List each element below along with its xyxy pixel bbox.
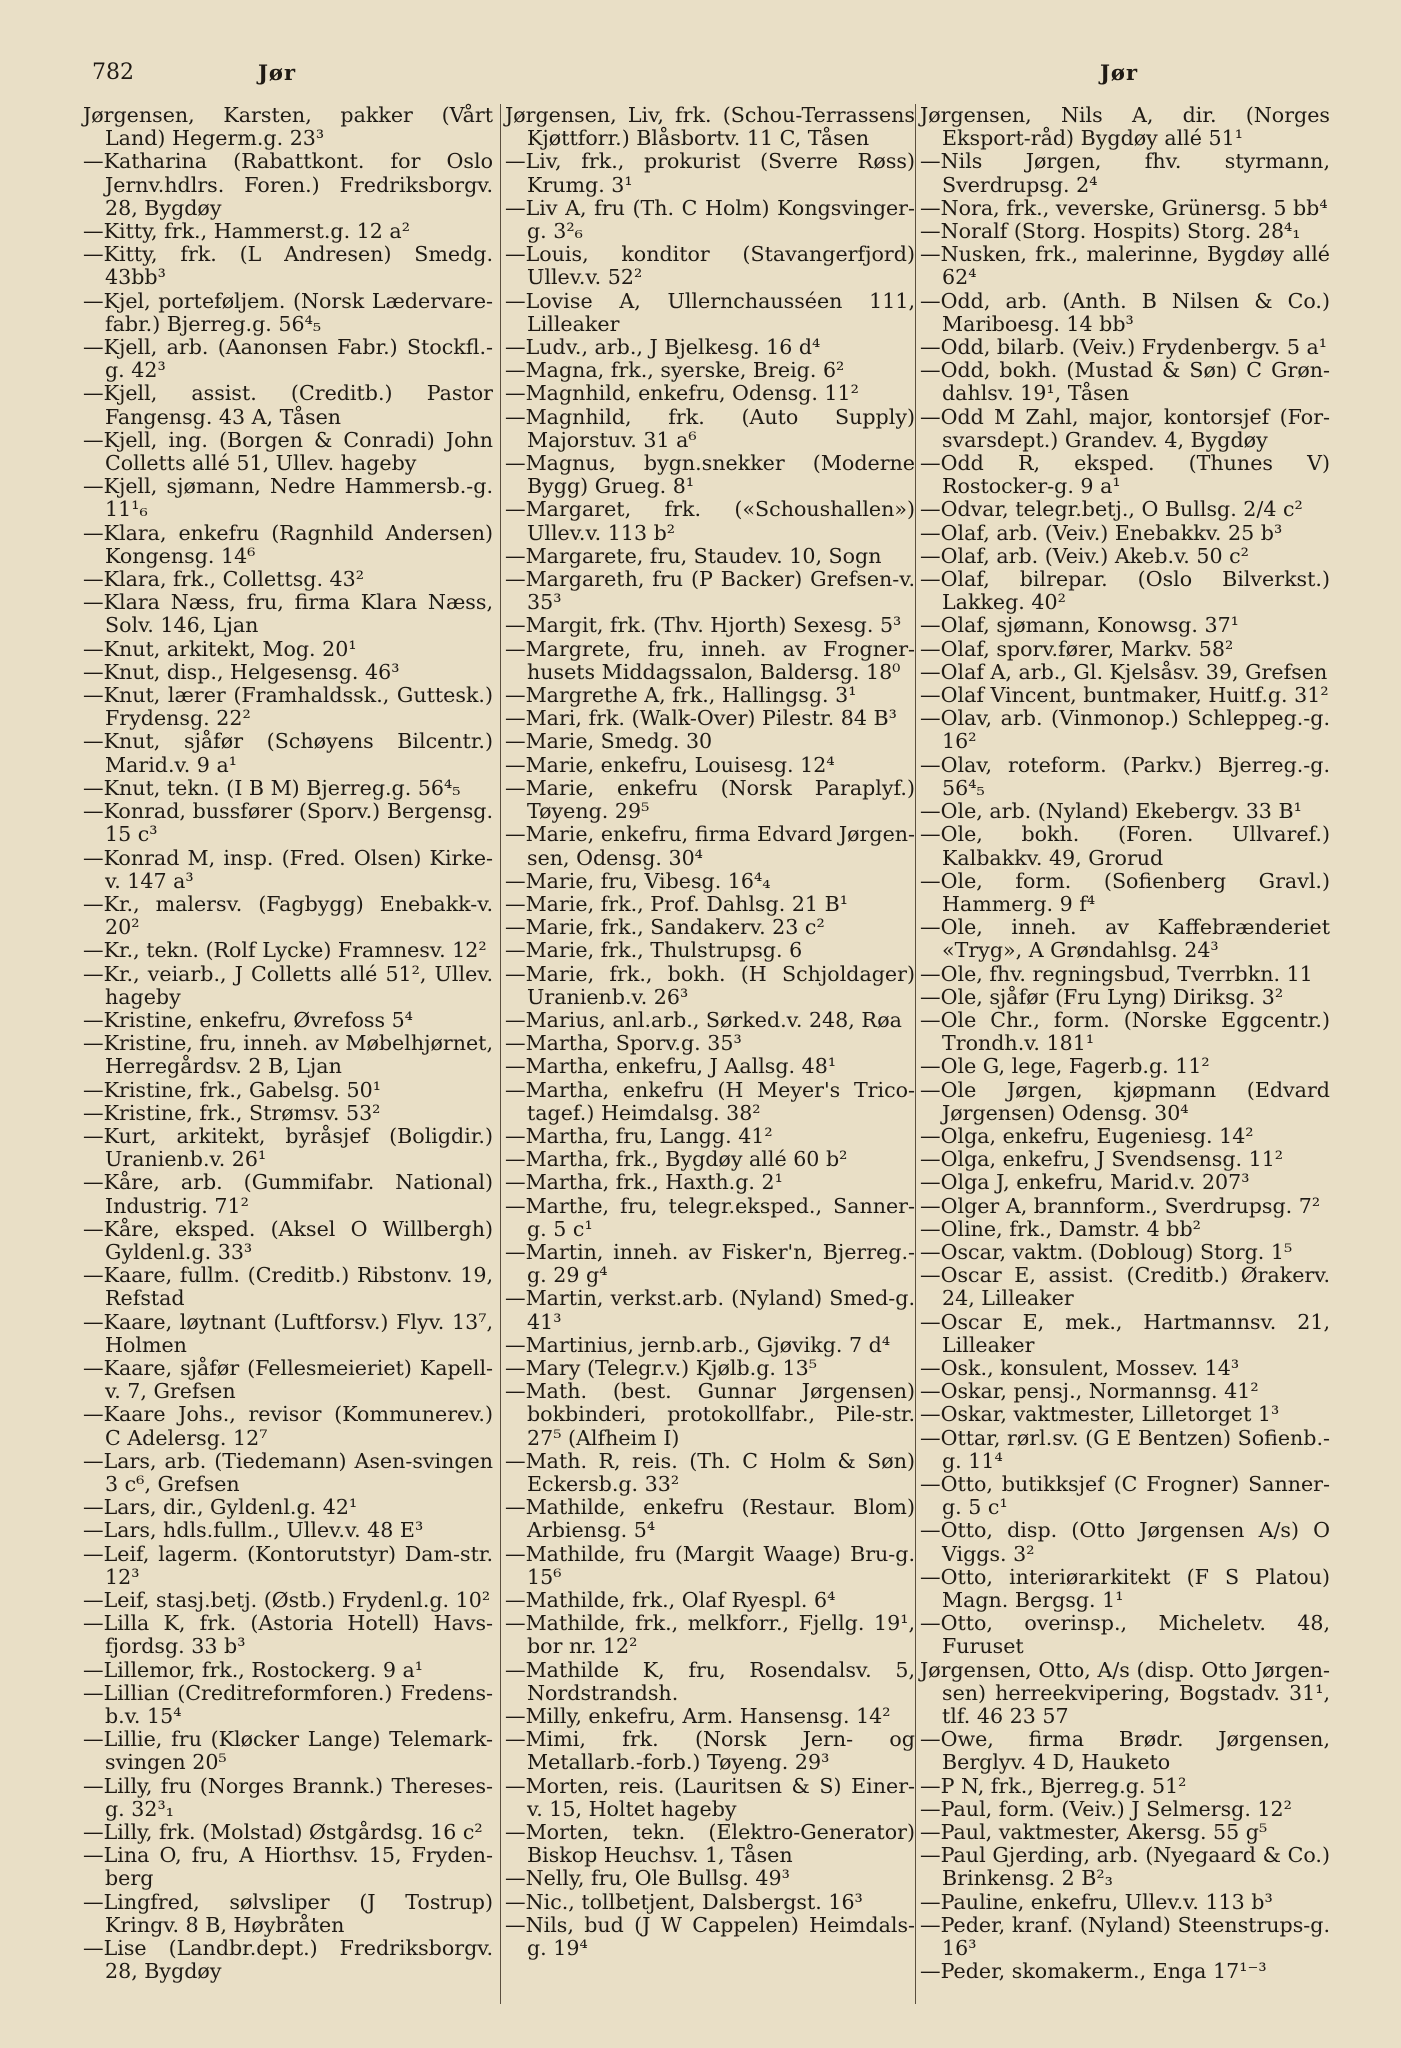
directory-entry: —Ole, sjåfør (Fru Lyng) Diriksg. 3² — [920, 984, 1284, 1009]
directory-entry: —Kjell, ing. (Borgen & Conradi) John Colletts allé 51, Ullev. hageby — [83, 427, 493, 476]
directory-entry: —Knut, lærer (Framhaldssk., Guttesk.) Frydensg. 22² — [83, 683, 493, 731]
directory-entry: —Otto, disp. (Otto Jørgensen A/s) O Viggs. 3² — [920, 1518, 1330, 1566]
directory-entry: —Magnus, bygn.snekker (Moderne Bygg) Grueg. 8¹ — [505, 451, 915, 499]
directory-entry: —Paul, vaktmester, Akersg. 55 g⁵ — [920, 1820, 1268, 1845]
directory-entry: —Ole, fhv. regningsbud, Tverrbkn. 11 — [920, 961, 1313, 986]
directory-entry: —Olga, enkefru, J Svendsensg. 11² — [920, 1147, 1284, 1172]
directory-entry: —Martin, inneh. av Fisker'n, Bjerreg.-g. 29 g⁴ — [505, 1239, 915, 1288]
directory-entry: —Marie, frk., Sandakerv. 23 c² — [505, 915, 825, 940]
directory-entry: —Nils, bud (J W Cappelen) Heimdals-g. 19⁴ — [505, 1912, 915, 1961]
directory-entry: —Olger A, brannform., Sverdrupsg. 7² — [920, 1193, 1321, 1218]
directory-entry: —Kitty, frk., Hammerst.g. 12 a² — [83, 219, 410, 244]
directory-entry: —Olaf A, arb., Gl. Kjelsåsv. 39, Grefsen — [920, 659, 1328, 684]
directory-entry: —Pauline, enkefru, Ullev.v. 113 b³ — [920, 1889, 1273, 1914]
directory-entry: —Oline, frk., Damstr. 4 bb² — [920, 1216, 1201, 1241]
directory-entry: —Kristine, enkefru, Øvrefoss 5⁴ — [83, 1007, 413, 1032]
directory-entry: —Liv A, fru (Th. C Holm) Kongsvinger-g. 3²₆ — [505, 195, 915, 244]
directory-entry: —Liv, frk., prokurist (Sverre Røss) Krumg. 3¹ — [505, 149, 915, 197]
directory-entry: —Kaare, løytnant (Luftforsv.) Flyv. 13⁷, Holmen — [83, 1309, 493, 1357]
directory-entry: —Leif, stasj.betj. (Østb.) Frydenl.g. 10² — [83, 1588, 491, 1612]
column-1 — [83, 104, 493, 1983]
page-number: 782 — [92, 60, 134, 85]
directory-entry: —Martha, frk., Bygdøy allé 60 b² — [505, 1147, 848, 1172]
directory-entry: —Kr., tekn. (Rolf Lycke) Framnesv. 12² — [83, 938, 487, 963]
directory-entry: —Marie, frk., bokh. (H Schjoldager) Uranienb.v. 26³ — [505, 961, 915, 1009]
directory-entry: —Mathilde K, fru, Rosendalsv. 5, Nordstrandsh. — [505, 1657, 915, 1705]
directory-entry: —Olaf, arb. (Veiv.) Enebakkv. 25 b³ — [920, 520, 1283, 545]
directory-entry: —Oscar E, mek., Hartmannsv. 21, Lilleaker — [920, 1309, 1330, 1357]
directory-entry: —Osk., konsulent, Mossev. 14³ — [920, 1355, 1240, 1380]
directory-entry: —Olaf, arb. (Veiv.) Akeb.v. 50 c² — [920, 543, 1249, 568]
directory-entry: —Klara, frk., Collettsg. 43² — [83, 567, 365, 592]
directory-entry: —Kåre, eksped. (Aksel O Willbergh) Gyldenl.g. 33³ — [83, 1216, 493, 1264]
directory-entry: —Kr., malersv. (Fagbygg) Enebakk-v. 20² — [83, 891, 493, 940]
directory-entry: —Martha, fru, Langg. 41² — [505, 1123, 773, 1148]
page-header — [0, 58, 1401, 98]
directory-entry: —Mathilde, enkefru (Restaur. Blom) Arbiensg. 5⁴ — [505, 1495, 915, 1543]
directory-entry: —Ole, bokh. (Foren. Ullvaref.) Kalbakkv. 49, Grorud — [920, 822, 1330, 870]
directory-entry: —Odd, arb. (Anth. B Nilsen & Co.) Mariboesg. 14 bb³ — [920, 288, 1330, 336]
directory-entry: —Ole Chr., form. (Norske Eggcentr.) Trondh.v. 181¹ — [920, 1007, 1330, 1056]
directory-entry: Jørgensen, Karsten, pakker (Vårt Land) Hegerm.g. 23³ — [83, 103, 493, 151]
directory-entry: —Nusken, frk., malerinne, Bygdøy allé 62⁴ — [920, 242, 1330, 290]
directory-entry: —Ole, arb. (Nyland) Ekebergv. 33 B¹ — [920, 799, 1302, 824]
directory-entry: —Olaf, sjømann, Konowsg. 37¹ — [920, 613, 1239, 638]
directory-entry: —Kr., veiarb., J Colletts allé 51², Ullev. hageby — [83, 961, 493, 1009]
directory-entry: —Mathilde, fru (Margit Waage) Bru-g. 15⁶ — [505, 1541, 915, 1589]
directory-entry: —Magnhild, enkefru, Odensg. 11² — [505, 381, 859, 406]
directory-entry: —Lars, hdls.fullm., Ullev.v. 48 E³ — [83, 1518, 424, 1543]
directory-entry: —Nelly, fru, Ole Bullsg. 49³ — [505, 1866, 790, 1891]
column-divider — [915, 104, 916, 2004]
directory-entry: —Morten, reis. (Lauritsen & S) Einer-v. 15, Holtet hageby — [505, 1773, 915, 1821]
directory-entry: —Leif, lagerm. (Kontorutstyr) Dam-str. 12³ — [83, 1541, 493, 1589]
directory-entry: —Knut, arkitekt, Mog. 20¹ — [83, 636, 357, 661]
directory-entry: —Kristine, fru, inneh. av Møbelhjørnet, Herregårdsv. 2 B, Ljan — [83, 1031, 493, 1079]
directory-entry: —Oskar, pensj., Normannsg. 41² — [920, 1379, 1259, 1404]
directory-entry: —Ole, form. (Sofienberg Gravl.) Hammerg. 9 f⁴ — [920, 868, 1330, 916]
directory-entry: —Mimi, frk. (Norsk Jern- og Metallarb.-forb.) Tøyeng. 29³ — [505, 1727, 915, 1775]
directory-entry: —Olaf, sporv.fører, Markv. 58² — [920, 636, 1234, 661]
directory-entry: —Milly, enkefru, Arm. Hansensg. 14² — [505, 1704, 891, 1729]
directory-entry: —Peder, kranf. (Nyland) Steenstrups-g. 16³ — [920, 1912, 1330, 1961]
directory-entry: —Nora, frk., veverske, Grünersg. 5 bb⁴ — [920, 195, 1328, 220]
directory-entry: —Kaare Johs., revisor (Kommunerev.) C Adelersg. 12⁷ — [83, 1402, 493, 1450]
directory-entry: —Martin, verkst.arb. (Nyland) Smed-g. 41³ — [505, 1286, 915, 1334]
directory-entry: —Ole G, lege, Fagerb.g. 11² — [920, 1054, 1210, 1079]
directory-entry: —Otto, overinsp., Micheletv. 48, Furuset — [920, 1611, 1330, 1659]
directory-entry: —Kaare, sjåfør (Fellesmeieriet) Kapell-v. 7, Grefsen — [83, 1355, 493, 1404]
directory-entry: —Ludv., arb., J Bjelkesg. 16 d⁴ — [505, 335, 821, 360]
directory-entry: —Lilla K, frk. (Astoria Hotell) Havs-fjordsg. 33 b³ — [83, 1611, 493, 1659]
directory-entry: —Odd R, eksped. (Thunes V) Rostocker-g. 9 a¹ — [920, 451, 1330, 499]
directory-entry: —Odd, bilarb. (Veiv.) Frydenbergv. 5 a¹ — [920, 335, 1328, 360]
directory-entry: —Margit, frk. (Thv. Hjorth) Sexesg. 5³ — [505, 613, 902, 638]
directory-entry: —Kjell, arb. (Aanonsen Fabr.) Stockfl.-g. 42³ — [83, 335, 493, 383]
directory-entry: —Kåre, arb. (Gummifabr. National) Industrig. 71² — [83, 1170, 493, 1218]
directory-entry: —Knut, sjåfør (Schøyens Bilcentr.) Marid.v. 9 a¹ — [83, 729, 493, 777]
directory-entry: —Odvar, telegr.betj., O Bullsg. 2/4 c² — [920, 497, 1303, 522]
directory-entry: —Kjell, sjømann, Nedre Hammersb.-g. 11¹₆ — [83, 474, 493, 522]
directory-entry: —Katharina (Rabattkont. for Oslo Jernv.hdlrs. Foren.) Fredriksborgv. 28, Bygdøy — [83, 149, 493, 220]
directory-entry: —Otto, butikksjef (C Frogner) Sanner-g. 5 c¹ — [920, 1471, 1330, 1520]
directory-entry: —Margaret, frk. («Schoushallen») Ullev.v. 113 b² — [505, 497, 915, 545]
directory-entry: —Math. (best. Gunnar Jørgensen) bokbinderi, protokollfabr., Pile-str. 27⁵ (Alfheim I) — [505, 1379, 915, 1450]
directory-entry: —Kristine, frk., Strømsv. 53² — [83, 1100, 381, 1125]
directory-entry: —Olav, arb. (Vinmonop.) Schleppeg.-g. 16² — [920, 706, 1330, 754]
directory-entry: —Mathilde, frk., Olaf Ryespl. 6⁴ — [505, 1588, 836, 1612]
directory-entry: —Paul, form. (Veiv.) J Selmersg. 12² — [920, 1796, 1292, 1821]
directory-entry: —Lilly, frk. (Molstad) Østgårdsg. 16 c² — [83, 1820, 483, 1845]
directory-entry: —Lillemor, frk., Rostockerg. 9 a¹ — [83, 1657, 424, 1682]
directory-entry: —Ottar, rørl.sv. (G E Bentzen) Sofienb.-g. 11⁴ — [920, 1425, 1330, 1473]
directory-entry: —Margrethe A, frk., Hallingsg. 3¹ — [505, 683, 857, 708]
directory-entry: —Konrad, bussfører (Sporv.) Bergensg. 15 c³ — [83, 799, 493, 847]
directory-entry: Jørgensen, Liv, frk. (Schou-Terrassens Kjøttforr.) Blåsbortv. 11 C, Tåsen — [505, 103, 915, 151]
directory-entry: —P N, frk., Bjerreg.g. 51² — [920, 1773, 1187, 1798]
directory-entry: —Ole Jørgen, kjøpmann (Edvard Jørgensen) Odensg. 30⁴ — [920, 1077, 1330, 1125]
directory-entry: —Oscar E, assist. (Creditb.) Ørakerv. 24, Lilleaker — [920, 1263, 1330, 1311]
directory-entry: —Konrad M, insp. (Fred. Olsen) Kirke-v. 147 a³ — [83, 845, 493, 893]
directory-entry: —Knut, disp., Helgesensg. 46³ — [83, 659, 400, 684]
directory-entry: —Owe, firma Brødr. Jørgensen, Berglyv. 4 D, Hauketo — [920, 1727, 1330, 1775]
directory-entry: —Odd, bokh. (Mustad & Søn) C Grøn-dahlsv. 19¹, Tåsen — [920, 358, 1330, 406]
directory-entry: —Olga, enkefru, Eugeniesg. 14² — [920, 1123, 1254, 1148]
directory-entry: —Lina O, fru, A Hiorthsv. 15, Fryden-berg — [83, 1843, 493, 1891]
directory-entry: —Lise (Landbr.dept.) Fredriksborgv. 28, Bygdøy — [83, 1936, 493, 1984]
directory-entry: Jørgensen, Otto, A/s (disp. Otto Jørgen-sen) herreekvipering, Bogstadv. 31¹, tlf. 46 23 57 — [920, 1657, 1330, 1729]
directory-entry: —Marie, enkefru, firma Edvard Jørgen-sen, Odensg. 30⁴ — [505, 822, 915, 870]
directory-entry: —Lovise A, Ullernchausséen 111, Lilleaker — [505, 288, 915, 336]
directory-entry: —Lingfred, sølvsliper (J Tostrup) Kringv. 8 B, Høybråten — [83, 1889, 493, 1937]
running-head-right: Jør — [1100, 60, 1139, 85]
directory-entry: —Lillian (Creditreformforen.) Fredens-b.v. 15⁴ — [83, 1680, 493, 1729]
column-2 — [505, 104, 915, 1960]
directory-entry: —Math. R, reis. (Th. C Holm & Søn) Eckersb.g. 33² — [505, 1448, 915, 1496]
directory-entry: —Magna, frk., syerske, Breig. 6² — [505, 358, 845, 383]
directory-entry: —Olaf Vincent, buntmaker, Huitf.g. 31² — [920, 683, 1329, 708]
directory-entry: —Nic., tollbetjent, Dalsbergst. 16³ — [505, 1889, 863, 1914]
directory-entry: —Kristine, frk., Gabelsg. 50¹ — [83, 1077, 381, 1102]
directory-entry: Jørgensen, Nils A, dir. (Norges Eksport-råd) Bygdøy allé 51¹ — [920, 103, 1330, 151]
directory-entry: —Marius, anl.arb., Sørked.v. 248, Røa — [505, 1007, 902, 1032]
directory-entry: —Klara Næss, fru, firma Klara Næss, Solv. 146, Ljan — [83, 590, 493, 638]
directory-entry: —Noralf (Storg. Hospits) Storg. 28⁴₁ — [920, 219, 1301, 244]
column-divider — [500, 104, 501, 2004]
directory-entry: —Morten, tekn. (Elektro-Generator) Biskop Heuchsv. 1, Tåsen — [505, 1820, 915, 1868]
directory-entry: —Peder, skomakerm., Enga 17¹⁻³ — [920, 1959, 1267, 1984]
directory-entry: —Martinius, jernb.arb., Gjøvikg. 7 d⁴ — [505, 1332, 891, 1357]
directory-entry: —Paul Gjerding, arb. (Nyegaard & Co.) Brinkensg. 2 B²₃ — [920, 1843, 1330, 1891]
directory-entry: —Marie, frk., Prof. Dahlsg. 21 B¹ — [505, 891, 848, 916]
directory-entry: —Kurt, arkitekt, byråsjef (Boligdir.) Uranienb.v. 26¹ — [83, 1123, 493, 1172]
directory-entry: —Lilly, fru (Norges Brannk.) Thereses-g. 32³₁ — [83, 1773, 493, 1821]
directory-entry: —Marie, fru, Vibesg. 16⁴₄ — [505, 868, 771, 893]
directory-entry: —Martha, frk., Haxth.g. 2¹ — [505, 1170, 783, 1195]
directory-entry: —Marie, enkefru (Norsk Paraplyf.) Tøyeng. 29⁵ — [505, 775, 915, 824]
directory-entry: —Oskar, vaktmester, Lilletorget 1³ — [920, 1402, 1280, 1427]
directory-entry: —Ole, inneh. av Kaffebrænderiet «Tryg», A Grøndahlsg. 24³ — [920, 915, 1330, 963]
directory-entry: —Olav, roteform. (Parkv.) Bjerreg.-g. 56⁴₅ — [920, 752, 1330, 800]
directory-entry: —Marie, frk., Thulstrupsg. 6 — [505, 938, 803, 963]
directory-entry: —Lars, arb. (Tiedemann) Asen-svingen 3 c⁶, Grefsen — [83, 1448, 493, 1496]
directory-entry: —Mari, frk. (Walk-Over) Pilestr. 84 B³ — [505, 706, 897, 731]
directory-entry: —Mathilde, frk., melkforr., Fjellg. 19¹, bor nr. 12² — [505, 1611, 915, 1659]
directory-entry: —Oscar, vaktm. (Dobloug) Storg. 1⁵ — [920, 1239, 1293, 1264]
directory-entry: —Marie, enkefru, Louisesg. 12⁴ — [505, 752, 835, 777]
directory-entry: —Klara, enkefru (Ragnhild Andersen) Kongensg. 14⁶ — [83, 520, 493, 568]
directory-entry: —Kaare, fullm. (Creditb.) Ribstonv. 19, Refstad — [83, 1263, 493, 1311]
directory-entry: —Olaf, bilrepar. (Oslo Bilverkst.) Lakkeg. 40² — [920, 567, 1330, 615]
directory-entry: —Kjell, assist. (Creditb.) Pastor Fangensg. 43 A, Tåsen — [83, 381, 493, 429]
directory-entry: —Magnhild, frk. (Auto Supply) Majorstuv. 31 a⁶ — [505, 404, 915, 452]
directory-entry: —Louis, konditor (Stavangerfjord) Ullev.v. 52² — [505, 242, 915, 290]
directory-entry: —Martha, enkefru (H Meyer's Trico-tagef.) Heimdalsg. 38² — [505, 1077, 915, 1125]
directory-entry: —Lillie, fru (Kløcker Lange) Telemark-svingen 20⁵ — [83, 1727, 493, 1775]
directory-entry: —Mary (Telegr.v.) Kjølb.g. 13⁵ — [505, 1355, 817, 1380]
column-3 — [920, 104, 1330, 1983]
directory-entry: —Knut, tekn. (I B M) Bjerreg.g. 56⁴₅ — [83, 775, 461, 800]
directory-entry: —Marie, Smedg. 30 — [505, 729, 713, 754]
directory-entry: —Margrete, fru, inneh. av Frogner-husets Middagssalon, Baldersg. 18⁰ — [505, 636, 915, 684]
directory-entry: —Otto, interiørarkitekt (F S Platou) Magn. Bergsg. 1¹ — [920, 1564, 1330, 1612]
directory-entry: —Lars, dir., Gyldenl.g. 42¹ — [83, 1495, 358, 1520]
directory-entry: —Odd M Zahl, major, kontorsjef (For-svarsdept.) Grandev. 4, Bygdøy — [920, 404, 1330, 452]
directory-entry: —Marthe, fru, telegr.eksped., Sanner-g. 5 c¹ — [505, 1193, 915, 1241]
directory-entry: —Martha, Sporv.g. 35³ — [505, 1031, 742, 1056]
directory-entry: —Martha, enkefru, J Aallsg. 48¹ — [505, 1054, 837, 1079]
directory-entry: —Kitty, frk. (L Andresen) Smedg. 43bb³ — [83, 242, 493, 290]
directory-entry: —Kjel, porteføljem. (Norsk Lædervare-fabr.) Bjerreg.g. 56⁴₅ — [83, 288, 493, 336]
directory-entry: —Margareth, fru (P Backer) Grefsen-v. 35³ — [505, 567, 915, 615]
directory-entry: —Nils Jørgen, fhv. styrmann, Sverdrupsg. 2⁴ — [920, 149, 1330, 197]
directory-entry: —Margarete, fru, Staudev. 10, Sogn — [505, 543, 882, 568]
directory-entry: —Olga J, enkefru, Marid.v. 207³ — [920, 1170, 1250, 1195]
running-head-left: Jør — [258, 60, 297, 85]
